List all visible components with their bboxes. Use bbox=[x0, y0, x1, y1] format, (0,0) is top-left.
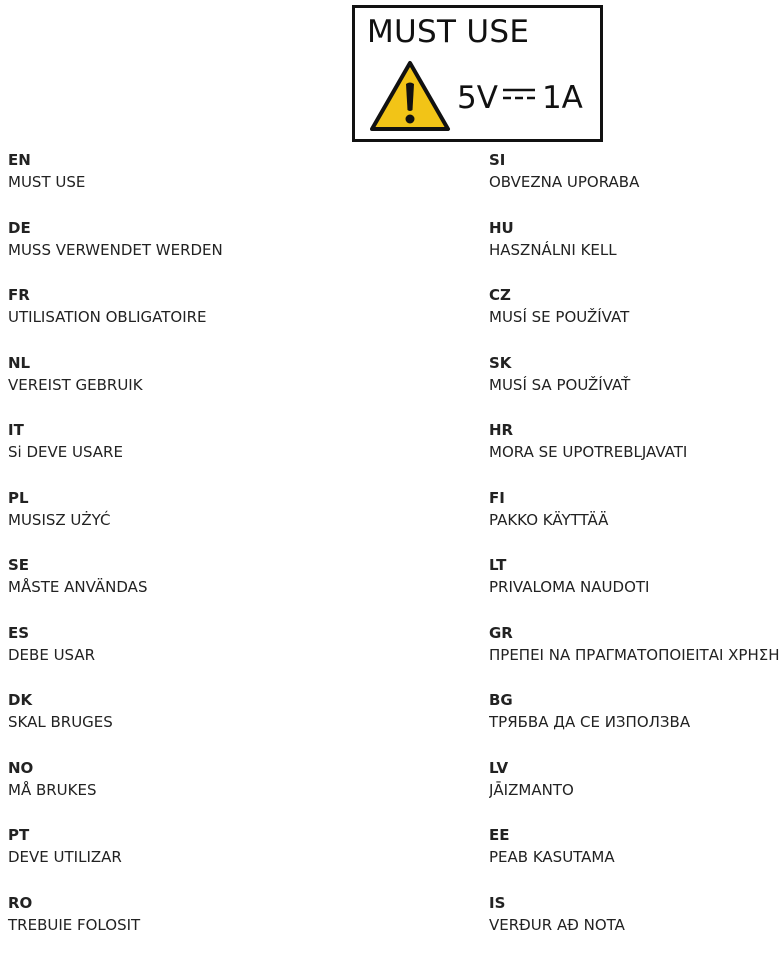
language-code: SE bbox=[8, 555, 348, 577]
language-code: EN bbox=[8, 150, 348, 172]
translation-text: MUSS VERWENDET WERDEN bbox=[8, 240, 348, 260]
translation-text: DEBE USAR bbox=[8, 645, 348, 665]
label-title: MUST USE bbox=[367, 14, 529, 50]
language-code: HU bbox=[489, 218, 784, 240]
translation-item-pt bbox=[8, 825, 348, 893]
translation-item-lv bbox=[489, 758, 784, 826]
translation-text: MUSÍ SA POUŽÍVAŤ bbox=[489, 375, 784, 395]
translation-item-hu bbox=[489, 218, 784, 286]
translation-text: VERÐUR AÐ NOTA bbox=[489, 915, 784, 935]
language-code: PL bbox=[8, 488, 348, 510]
language-code: LT bbox=[489, 555, 784, 577]
translation-text: Si DEVE USARE bbox=[8, 442, 348, 462]
language-code: PT bbox=[8, 825, 348, 847]
language-code: CZ bbox=[489, 285, 784, 307]
language-code: SK bbox=[489, 353, 784, 375]
translation-item-nl bbox=[8, 353, 348, 421]
translation-text: OBVEZNA UPORABA bbox=[489, 172, 784, 192]
must-use-label bbox=[352, 5, 603, 142]
translation-text: JĀIZMANTO bbox=[489, 780, 784, 800]
translations-left-column bbox=[8, 150, 348, 960]
translation-item-de bbox=[8, 218, 348, 286]
translation-text: SKAL BRUGES bbox=[8, 712, 348, 732]
translation-text: ТРЯБВА ДА СЕ ИЗПОЛЗВА bbox=[489, 712, 784, 732]
translations-right-column bbox=[489, 150, 784, 960]
translation-item-fr bbox=[8, 285, 348, 353]
translation-item-gr bbox=[489, 623, 784, 691]
language-code: RO bbox=[8, 893, 348, 915]
translation-text: ΠΡΕΠΕΙ ΝΑ ΠΡΑΓΜΑΤΟΠΟΙΕΙΤΑΙ ΧΡΗΣΗ bbox=[489, 645, 784, 665]
translation-text: MÅ BRUKES bbox=[8, 780, 348, 800]
translation-item-hr bbox=[489, 420, 784, 488]
translation-item-ee bbox=[489, 825, 784, 893]
translation-item-sk bbox=[489, 353, 784, 421]
language-code: FI bbox=[489, 488, 784, 510]
translation-item-is bbox=[489, 893, 784, 960]
language-code: LV bbox=[489, 758, 784, 780]
language-code: NO bbox=[8, 758, 348, 780]
translation-text: TREBUIE FOLOSIT bbox=[8, 915, 348, 935]
language-code: ES bbox=[8, 623, 348, 645]
translation-item-lt bbox=[489, 555, 784, 623]
translation-text: DEVE UTILIZAR bbox=[8, 847, 348, 867]
translation-item-ro bbox=[8, 893, 348, 960]
current-value: 1A bbox=[542, 80, 583, 116]
translation-text: MÅSTE ANVÄNDAS bbox=[8, 577, 348, 597]
translation-item-no bbox=[8, 758, 348, 826]
translation-text: UTILISATION OBLIGATOIRE bbox=[8, 307, 348, 327]
translation-text: MUST USE bbox=[8, 172, 348, 192]
language-code: FR bbox=[8, 285, 348, 307]
translation-text: HASZNÁLNI KELL bbox=[489, 240, 784, 260]
translation-item-si bbox=[489, 150, 784, 218]
language-code: BG bbox=[489, 690, 784, 712]
translation-text: MUSISZ UŻYĆ bbox=[8, 510, 348, 530]
translation-item-bg bbox=[489, 690, 784, 758]
language-code: EE bbox=[489, 825, 784, 847]
power-rating bbox=[457, 80, 583, 116]
language-code: DK bbox=[8, 690, 348, 712]
translation-item-se bbox=[8, 555, 348, 623]
warning-triangle-icon bbox=[369, 60, 451, 132]
translation-text: PRIVALOMA NAUDOTI bbox=[489, 577, 784, 597]
translation-text: VEREIST GEBRUIK bbox=[8, 375, 348, 395]
language-code: SI bbox=[489, 150, 784, 172]
translation-item-it bbox=[8, 420, 348, 488]
translation-text: MORA SE UPOTREBLJAVATI bbox=[489, 442, 784, 462]
translation-item-es bbox=[8, 623, 348, 691]
translation-text: PEAB KASUTAMA bbox=[489, 847, 784, 867]
translation-item-fi bbox=[489, 488, 784, 556]
translation-item-dk bbox=[8, 690, 348, 758]
language-code: NL bbox=[8, 353, 348, 375]
language-code: IS bbox=[489, 893, 784, 915]
translation-item-cz bbox=[489, 285, 784, 353]
translation-item-en bbox=[8, 150, 348, 218]
translation-text: PAKKO KÄYTTÄÄ bbox=[489, 510, 784, 530]
language-code: HR bbox=[489, 420, 784, 442]
voltage-value: 5V bbox=[457, 80, 498, 116]
language-code: IT bbox=[8, 420, 348, 442]
dc-current-icon bbox=[503, 87, 535, 101]
language-code: DE bbox=[8, 218, 348, 240]
translation-text: MUSÍ SE POUŽÍVAT bbox=[489, 307, 784, 327]
translation-item-pl bbox=[8, 488, 348, 556]
language-code: GR bbox=[489, 623, 784, 645]
